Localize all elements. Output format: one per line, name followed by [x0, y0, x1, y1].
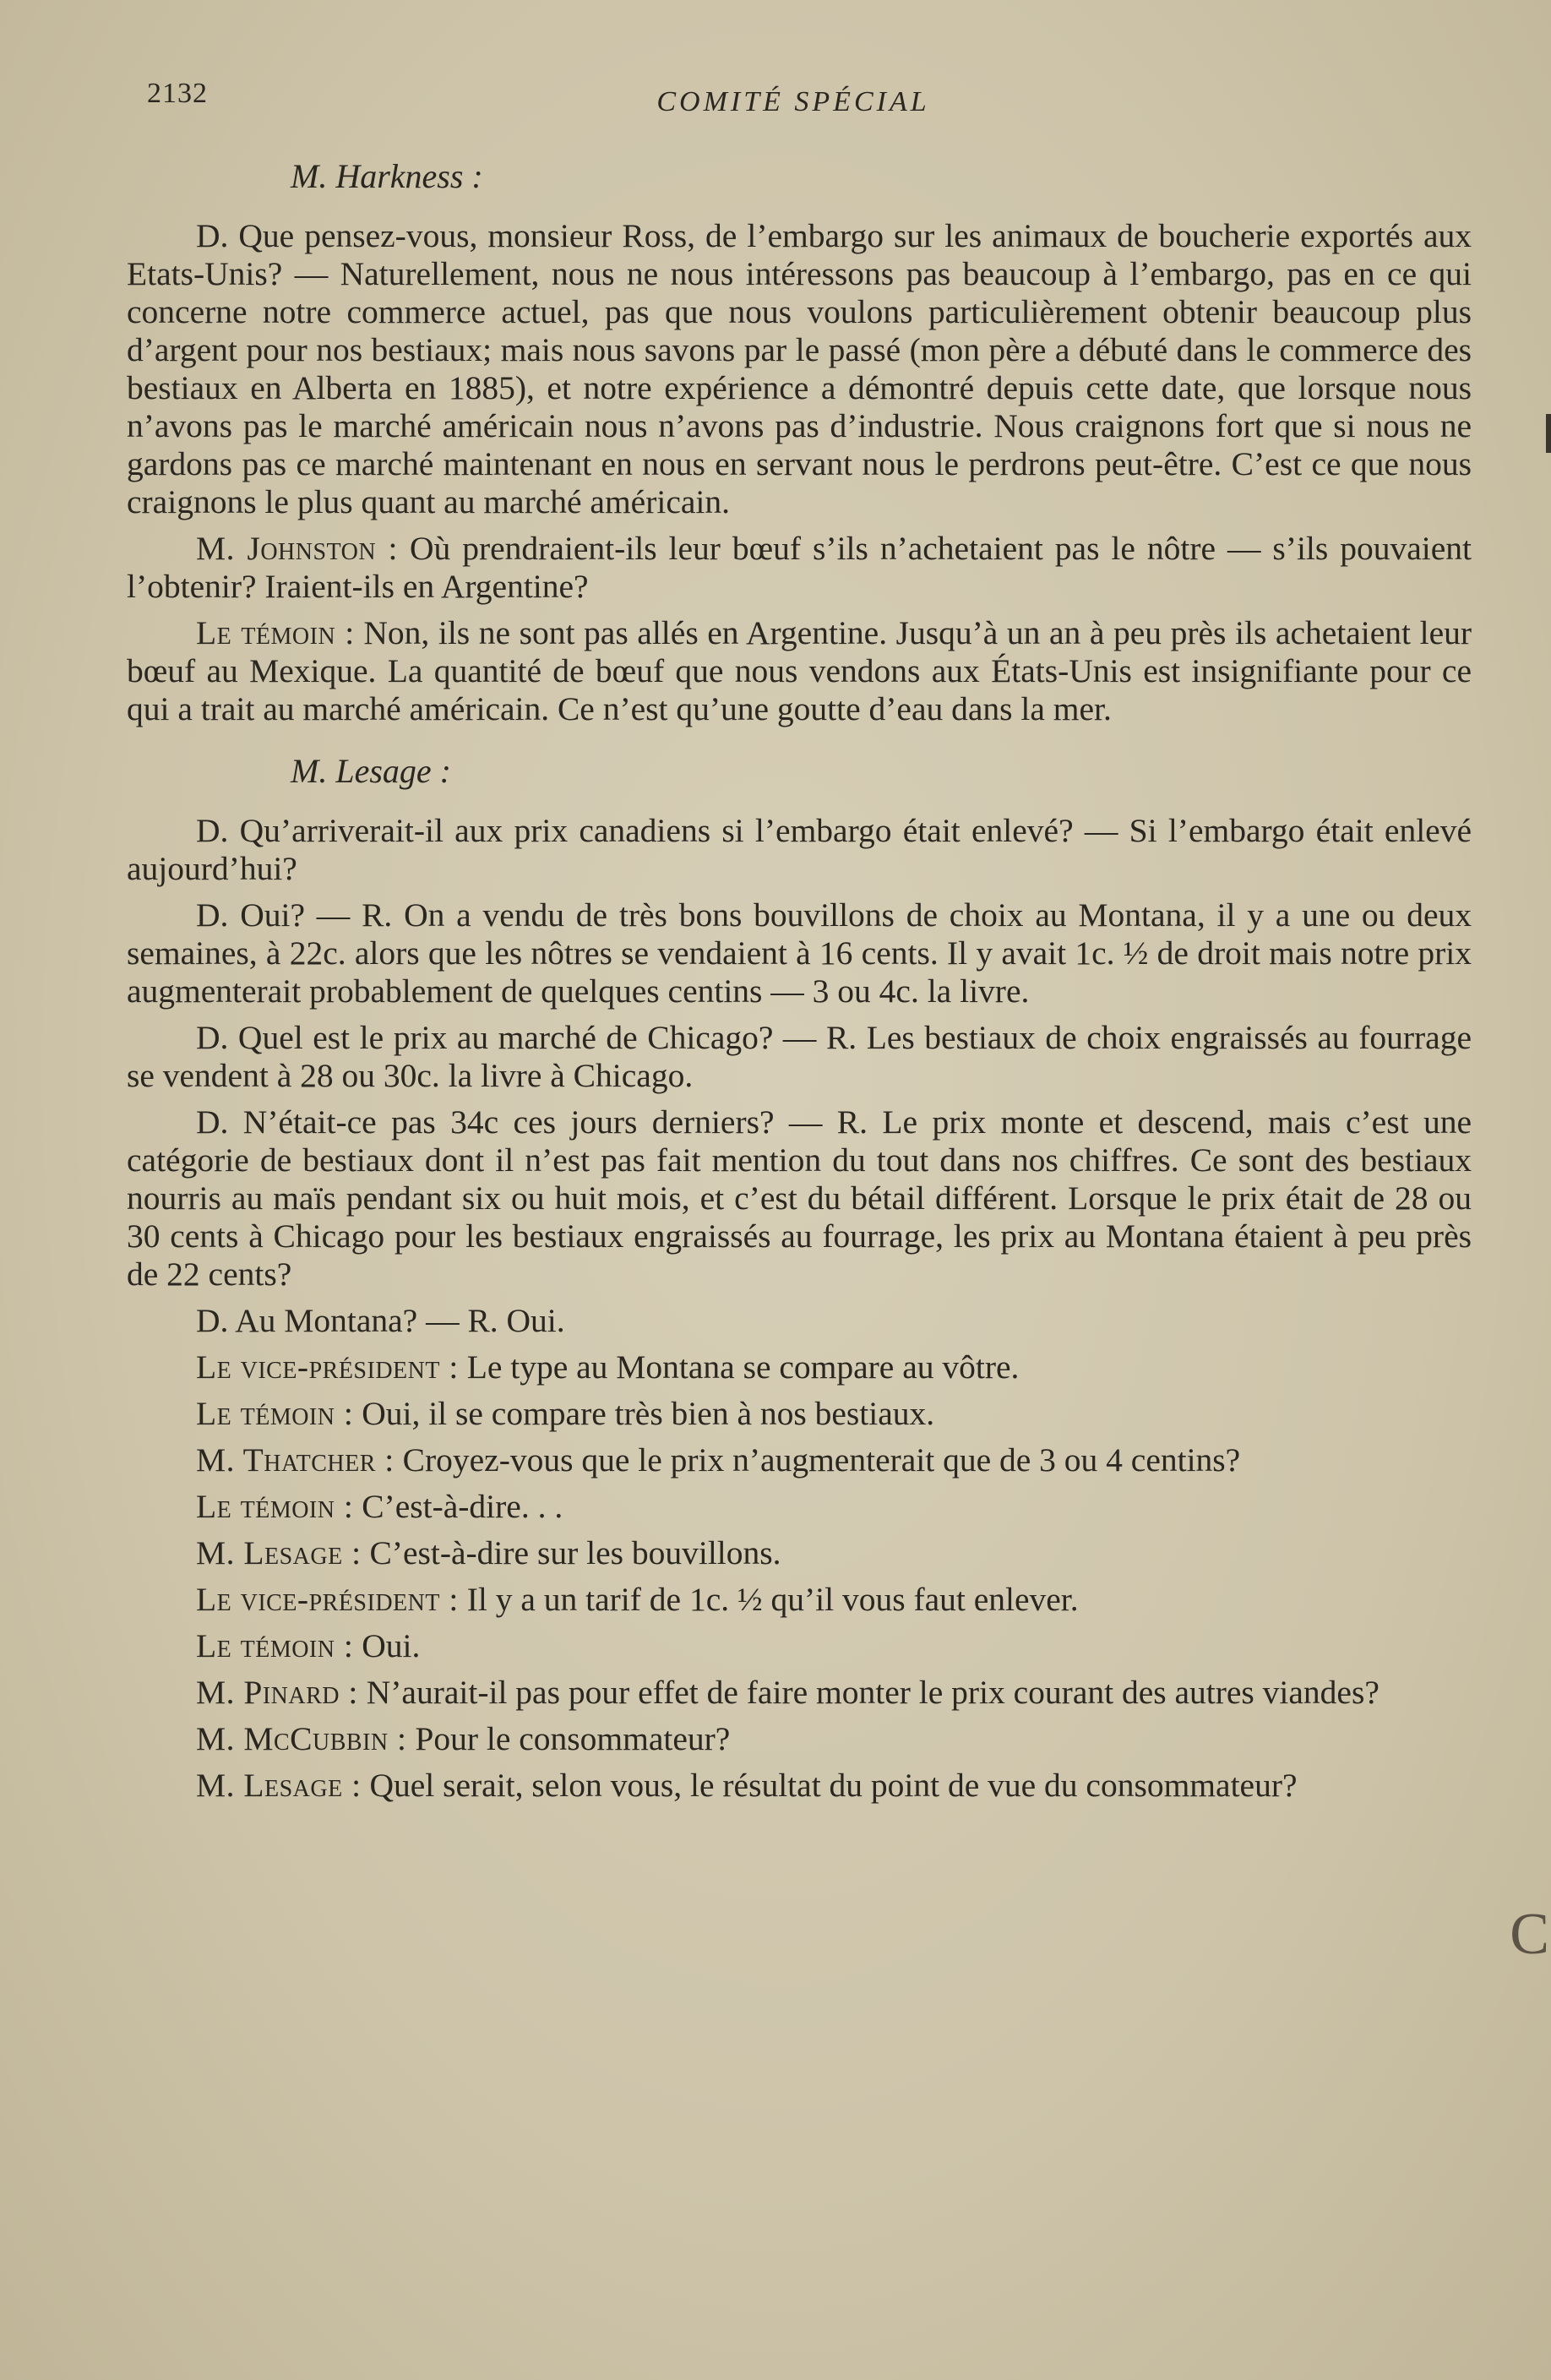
paragraph — [127, 1395, 1472, 1433]
paragraph — [127, 1720, 1472, 1758]
speaker-label: Le vice-président : — [196, 1581, 459, 1618]
page-number: 2132 — [147, 78, 208, 109]
speaker-label: Le témoin : — [196, 614, 355, 651]
paragraph-text: Pour le consommateur? — [415, 1720, 731, 1757]
paragraph-text: Oui. — [362, 1627, 421, 1664]
speaker-label: M. Johnston : — [196, 530, 399, 567]
speaker-label: Le témoin : — [196, 1395, 354, 1432]
paragraph — [127, 1302, 1472, 1340]
paragraph — [127, 530, 1472, 606]
paragraph-text: D. Qu’arriverait-il aux prix canadiens si l’embargo était enlevé? — Si l’embargo était enlevé aujourd’hui? — [127, 812, 1472, 887]
paragraph-text: Où prendraient-ils leur bœuf s’ils n’achetaient pas le nôtre — s’ils pouvaient l’obtenir? Iraient-ils en Argentine? — [127, 530, 1472, 605]
speaker-label: M. Lesage : — [196, 1534, 362, 1571]
edge-mark — [1546, 414, 1551, 453]
paragraph — [127, 1488, 1472, 1526]
paragraph-text: D. Quel est le prix au marché de Chicago? — R. Les bestiaux de choix engraissés au fourrage se vendent à 28 ou 30c. la livre à Chicago. — [127, 1019, 1472, 1094]
paragraph-text: Quel serait, selon vous, le résultat du point de vue du consommateur? — [369, 1767, 1298, 1804]
paragraph-text: Le type au Montana se compare au vôtre. — [466, 1348, 1020, 1386]
paragraph — [127, 1019, 1472, 1095]
page-header — [147, 74, 1439, 125]
paragraph-text: D. Oui? — R. On a vendu de très bons bouvillons de choix au Montana, il y a une ou deux semaines, à 22c. alors que les nôtres se vendaient à 16 cents. Il y avait 1c. ½ de droit mais notre prix augmenterait probablement de quelques centins — 3 ou 4c. la livre. — [127, 896, 1472, 1010]
paragraph — [127, 1674, 1472, 1712]
paragraph-text: Croyez-vous que le prix n’augmenterait que de 3 ou 4 centins? — [402, 1441, 1241, 1479]
paragraph-text: C’est-à-dire. . . — [362, 1488, 563, 1525]
paragraph — [127, 217, 1472, 521]
speaker-label: M. Lesage : — [196, 1767, 362, 1804]
paragraph — [127, 1627, 1472, 1665]
paragraph — [127, 1767, 1472, 1805]
speaker-label: M. Pinard : — [196, 1674, 358, 1711]
paragraph-text: N’aurait-il pas pour effet de faire monter le prix courant des autres viandes? — [366, 1674, 1380, 1711]
speaker-label: Le témoin : — [196, 1488, 354, 1525]
paragraph — [127, 1581, 1472, 1619]
paragraph-text: Non, ils ne sont pas allés en Argentine. Jusqu’à un an à peu près ils achetaient leur bœuf au Mexique. La quantité de bœuf que nous vendons aux États-Unis est insignifiante pour ce qui a trait au marché américain. Ce n’est qu’une goutte d’eau dans la mer. — [127, 614, 1472, 727]
paragraph — [127, 1441, 1472, 1479]
paragraph-text: Oui, il se compare très bien à nos bestiaux. — [362, 1395, 935, 1432]
paragraph — [127, 1103, 1472, 1293]
paragraph-text: D. N’était-ce pas 34c ces jours derniers? — R. Le prix monte et descend, mais c’est une catégorie de bestiaux dont il n’est pas fait mention du tout dans nos chiffres. Ce sont des bestiaux nourris au maïs pendant six ou huit mois, et c’est du bétail différent. Lorsque le prix était de 28 ou 30 cents à Chicago pour les bestiaux engraissés au fourrage, les prix au Montana étaient à peu près de 22 cents? — [127, 1103, 1472, 1293]
paragraph-text: D. Que pensez-vous, monsieur Ross, de l’embargo sur les animaux de boucherie exportés aux Etats-Unis? — Naturellement, nous ne nous intéressons pas beaucoup à l’embargo, pas en ce qui concerne notre commerce actuel, pas que nous voulons particulièrement obtenir beaucoup plus d’argent pour nos bestiaux; mais nous savons par le passé (mon père a débuté dans le commerce des bestiaux en Alberta en 1885), et notre expérience a démontré depuis cette date, que lorsque nous n’avons pas le marché américain nous n’avons pas d’industrie. Nous craignons fort que si nous ne gardons pas ce marché maintenant en nous en servant nous le perdrons peut-être. C’est ce que nous craignons le plus quant au marché américain. — [127, 217, 1472, 520]
paragraph-text: D. Au Montana? — R. Oui. — [196, 1302, 565, 1339]
paragraph-text: Il y a un tarif de 1c. ½ qu’il vous faut enlever. — [466, 1581, 1079, 1618]
paragraph — [127, 896, 1472, 1010]
paragraph-text: C’est-à-dire sur les bouvillons. — [369, 1534, 781, 1571]
speaker-label: M. McCubbin : — [196, 1720, 407, 1757]
paragraph — [127, 1348, 1472, 1386]
speaker-label: Le témoin : — [196, 1627, 354, 1664]
running-head: COMITÉ SPÉCIAL — [656, 86, 930, 117]
paragraph — [127, 1534, 1472, 1572]
margin-letter: C — [1510, 1902, 1549, 1967]
speaker-heading: M. Lesage : — [291, 752, 451, 790]
paragraph — [127, 812, 1472, 888]
paragraph — [127, 614, 1472, 728]
speaker-label: Le vice-président : — [196, 1348, 459, 1386]
speaker-label: M. Thatcher : — [196, 1441, 395, 1479]
body-text — [127, 157, 1472, 1813]
speaker-heading: M. Harkness : — [291, 157, 483, 195]
